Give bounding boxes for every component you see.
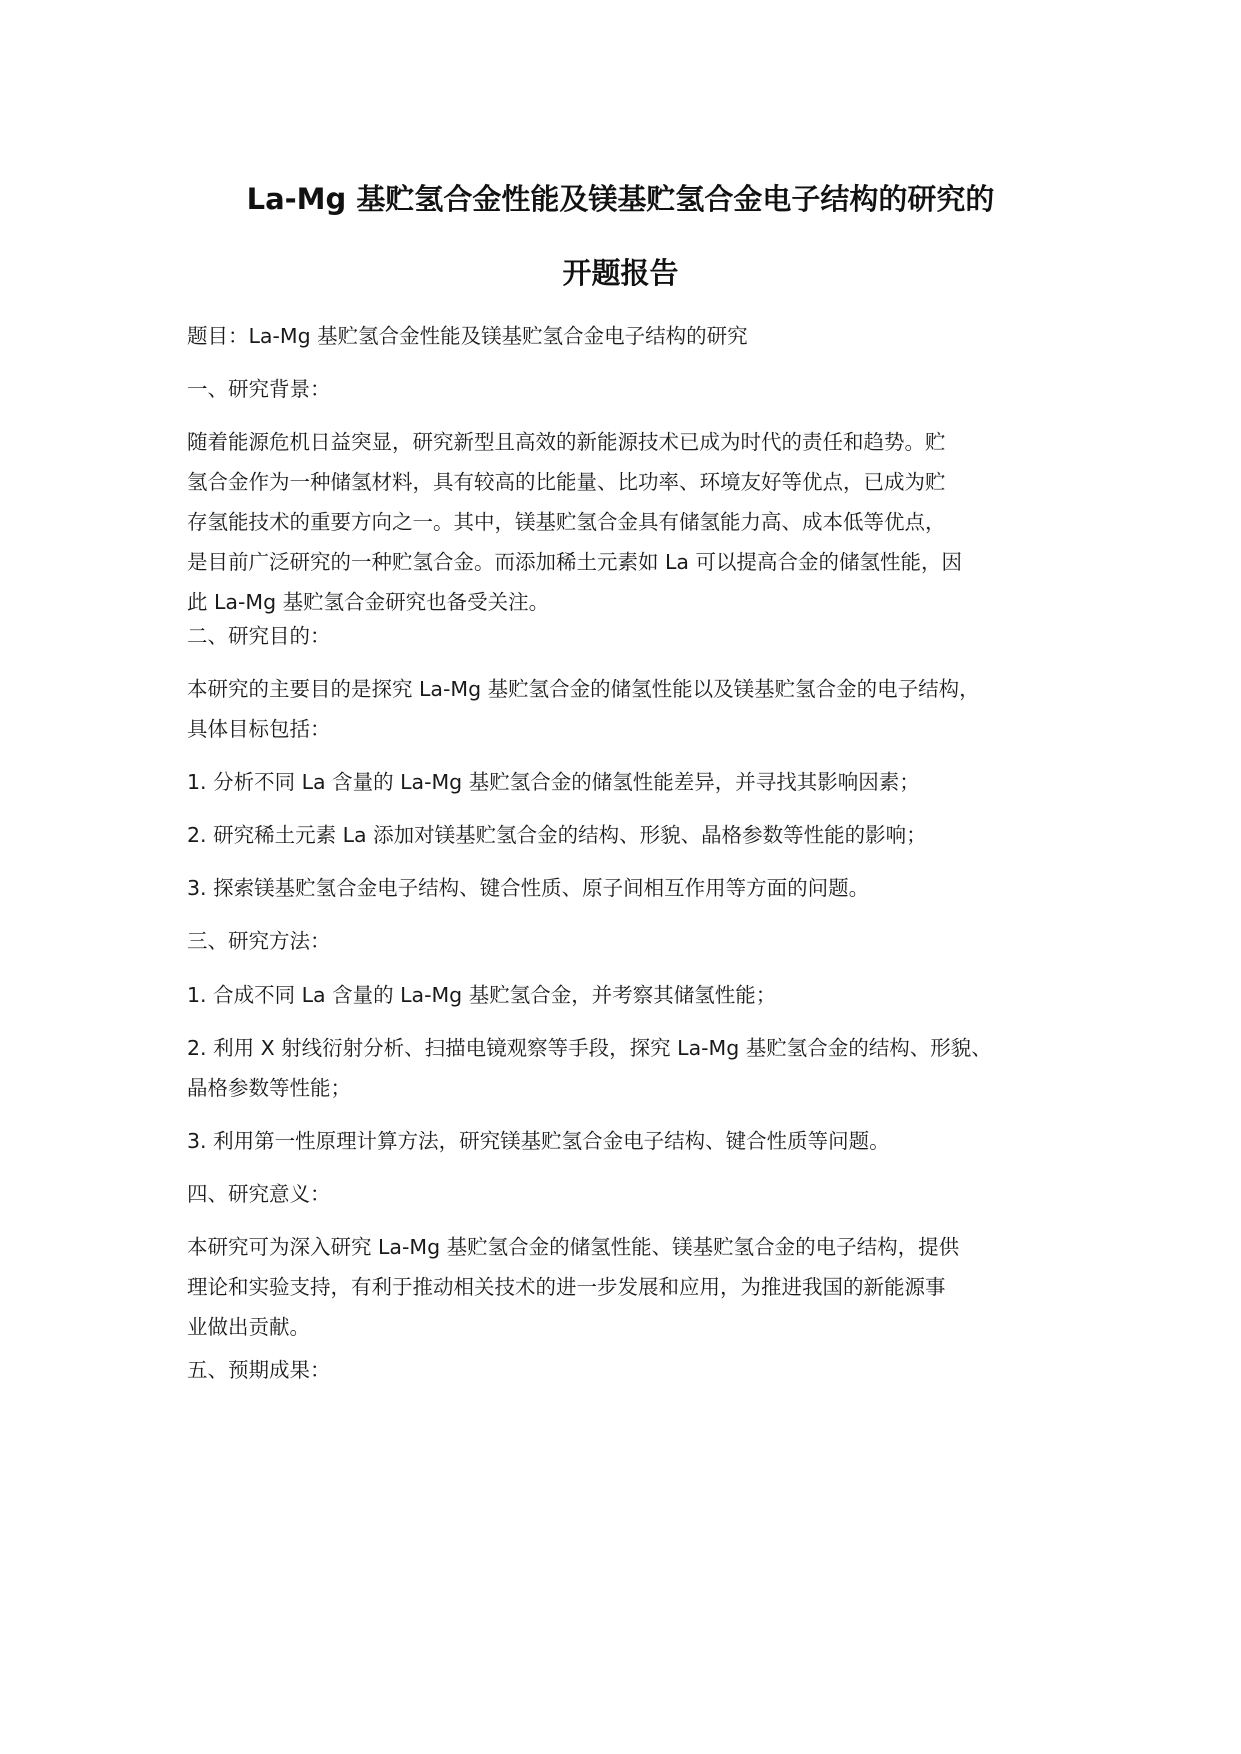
paragraph-line: 本研究可为深入研究 La-Mg 基贮氢合金的储氢性能、镁基贮氢合金的电子结构，提供 (187, 1235, 960, 1259)
paragraph-line: 2. 利用 X 射线衍射分析、扫描电镜观察等手段，探究 La-Mg 基贮氢合金的结构、形貌、 (187, 1036, 992, 1060)
section-3-heading: 三、研究方法： (187, 929, 331, 953)
topic-line: 题目：La-Mg 基贮氢合金性能及镁基贮氢合金电子结构的研究 (187, 324, 748, 348)
section-2-paragraph (187, 669, 1087, 749)
section-2-heading: 二、研究目的： (187, 624, 331, 648)
document-title-line-1: La-Mg 基贮氢合金性能及镁基贮氢合金电子结构的研究的 (246, 182, 995, 216)
document-title-line-2: 开题报告 (562, 256, 679, 290)
section-1-paragraph (187, 422, 1087, 622)
section-4-heading: 四、研究意义： (187, 1182, 331, 1206)
section-4-paragraph (187, 1227, 1087, 1347)
paragraph-line: 具体目标包括： (187, 717, 331, 741)
paragraph-line: 此 La-Mg 基贮氢合金研究也备受关注。 (187, 590, 550, 614)
section-2-item-3: 3. 探索镁基贮氢合金电子结构、键合性质、原子间相互作用等方面的问题。 (187, 876, 870, 900)
paragraph-line: 存氢能技术的重要方向之一。其中，镁基贮氢合金具有储氢能力高、成本低等优点， (187, 510, 946, 534)
paragraph-line: 理论和实验支持，有利于推动相关技术的进一步发展和应用，为推进我国的新能源事 (187, 1275, 946, 1299)
section-3-item-1: 1. 合成不同 La 含量的 La-Mg 基贮氢合金，并考察其储氢性能； (187, 983, 777, 1007)
section-2-item-2: 2. 研究稀土元素 La 添加对镁基贮氢合金的结构、形貌、晶格参数等性能的影响； (187, 823, 927, 847)
section-3-item-3: 3. 利用第一性原理计算方法，研究镁基贮氢合金电子结构、键合性质等问题。 (187, 1129, 890, 1153)
section-3-item-2 (187, 1028, 1087, 1108)
paragraph-line: 业做出贡献。 (187, 1315, 310, 1339)
paragraph-line: 是目前广泛研究的一种贮氢合金。而添加稀土元素如 La 可以提高合金的储氢性能，因 (187, 550, 963, 574)
paragraph-line: 晶格参数等性能； (187, 1076, 351, 1100)
section-1-heading: 一、研究背景： (187, 377, 331, 401)
paragraph-line: 本研究的主要目的是探究 La-Mg 基贮氢合金的储氢性能以及镁基贮氢合金的电子结构， (187, 677, 980, 701)
paragraph-line: 氢合金作为一种储氢材料，具有较高的比能量、比功率、环境友好等优点，已成为贮 (187, 470, 946, 494)
paragraph-line: 随着能源危机日益突显，研究新型且高效的新能源技术已成为时代的责任和趋势。贮 (187, 430, 946, 454)
section-5-heading: 五、预期成果： (187, 1358, 331, 1382)
section-2-item-1: 1. 分析不同 La 含量的 La-Mg 基贮氢合金的储氢性能差异，并寻找其影响因素； (187, 770, 920, 794)
